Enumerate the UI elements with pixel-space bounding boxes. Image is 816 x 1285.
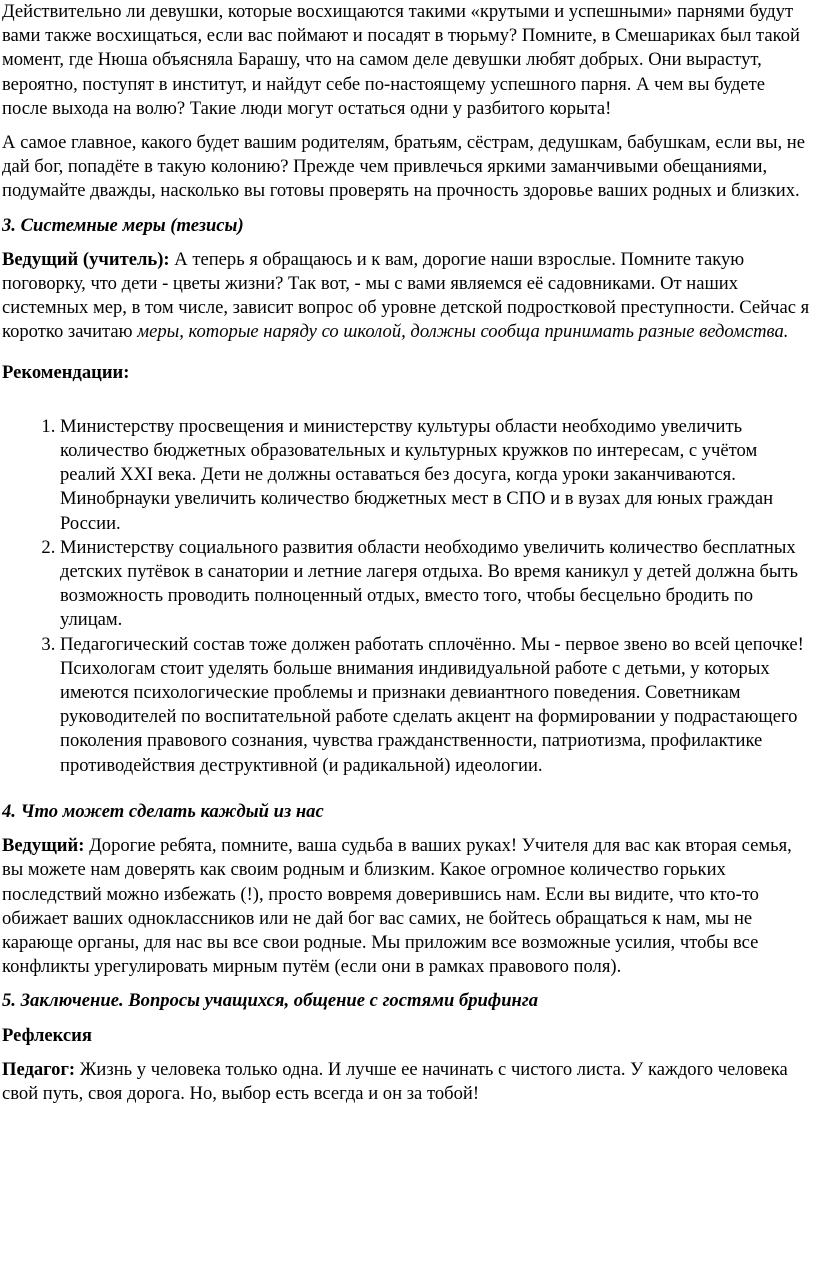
paragraph-host	[2, 834, 810, 979]
speaker-label-teacher: Педагог:	[2, 1058, 76, 1080]
paragraph-teacher	[2, 1058, 810, 1106]
speaker-label-host: Ведущий:	[2, 835, 85, 857]
heading-systemic-measures: 3. Системные меры (тезисы)	[2, 214, 244, 236]
paragraph-host-teacher	[2, 248, 810, 345]
heading-reflection: Рефлексия	[2, 1024, 92, 1046]
host-text: Дорогие ребята, помните, ваша судьба в ваших руках! Учителя для вас как вторая семья, вы можете нам доверять как своим родным и близким. Какое огромное количество горьких последствий можно избежать (!), просто вовремя доверившись нам. Если вы видите, что кто-то обижает ваших одноклассников или не дай бог вас самих, не бойтесь обращаться к нам, мы не карающе органы, для нас вы все свои родные. Мы приложим все возможные усилия, чтобы все конфликты урегулировать мирным путём (если они в рамках правового поля).	[2, 835, 792, 978]
recommendation-item: 1. Министерству просвещения и министерству культуры области необходимо увеличить количество бюджетных образовательных и культурных кружков по интересам, с учётом реалий XXI века. Дети не должны оставаться без досуга, когда уроки заканчиваются. Минобрнауки увеличить количество бюджетных мест в СПО и в вузах для юных граждан России.	[60, 415, 810, 536]
paragraph-relatives: А самое главное, какого будет вашим родителям, братьям, сёстрам, дедушкам, бабушкам, если вы, не дай бог, попадёте в такую колонию? Прежде чем привлечься яркими заманчивыми обещаниями, подумайте дважды, насколько вы готовы проверять на прочность здоровье ваших родных и близких.	[2, 132, 805, 202]
recommendation-item: 3. Педагогический состав тоже должен работать сплочённо. Мы - первое звено во всей цепочке! Психологам стоит уделять больше внимания индивидуальной работе с детьми, у которых имеются психологические проблемы и признаки девиантного поведения. Советникам руководителей по воспитательной работе сделать акцент на формировании у подрастающего поколения правового сознания, чувства гражданственности, патриотизма, профилактике противодействия деструктивной (и радикальной) идеологии.	[60, 633, 810, 778]
paragraph-girls-admire: Действительно ли девушки, которые восхищаются такими «крутыми и успешными» парнями будут вами также восхищаться, если вас поймают и посадят в тюрьму? Помните, в Смешариках был такой момент, где Нюша объясняла Барашу, что на самом деле девушки любят добрых. Они вырастут, вероятно, поступят в институт, и найдут себе по-настоящему успешного парня. А чем вы будете после выхода на волю? Такие люди могут остаться одни у разбитого корыта!	[2, 1, 800, 119]
speaker-label-host-teacher: Ведущий (учитель):	[2, 248, 170, 270]
heading-conclusion: 5. Заключение. Вопросы учащихся, общение с гостями брифинга	[2, 990, 539, 1012]
recommendations-list	[2, 415, 810, 778]
recommendation-item: 2. Министерству социального развития области необходимо увеличить количество бесплатных детских путёвок в санатории и летние лагеря отдыха. Во время каникул у детей должна быть возможность проводить полноценный отдых, вместо того, чтобы бесцельно бродить по улицам.	[60, 536, 810, 633]
host-teacher-text: А теперь я обращаюсь и к вам, дорогие наши взрослые. Помните такую поговорку, что дети - цветы жизни? Так вот, - мы с вами являемся её садовниками. От наших системных мер, в том числе, зависит вопрос об уровне детской подростковой преступности. Сейчас я коротко зачитаю	[2, 248, 810, 343]
heading-what-each-can-do: 4. Что может сделать каждый из нас	[2, 800, 324, 822]
teacher-text: Жизнь у человека только одна. И лучше ее начинать с чистого листа. У каждого человека свой путь, своя дорога. Но, выбор есть всегда и он за тобой!	[2, 1058, 788, 1104]
host-teacher-italic-text: меры, которые наряду со школой, должны сообща принимать разные ведомства.	[137, 321, 789, 343]
heading-recommendations: Рекомендации:	[2, 361, 130, 383]
